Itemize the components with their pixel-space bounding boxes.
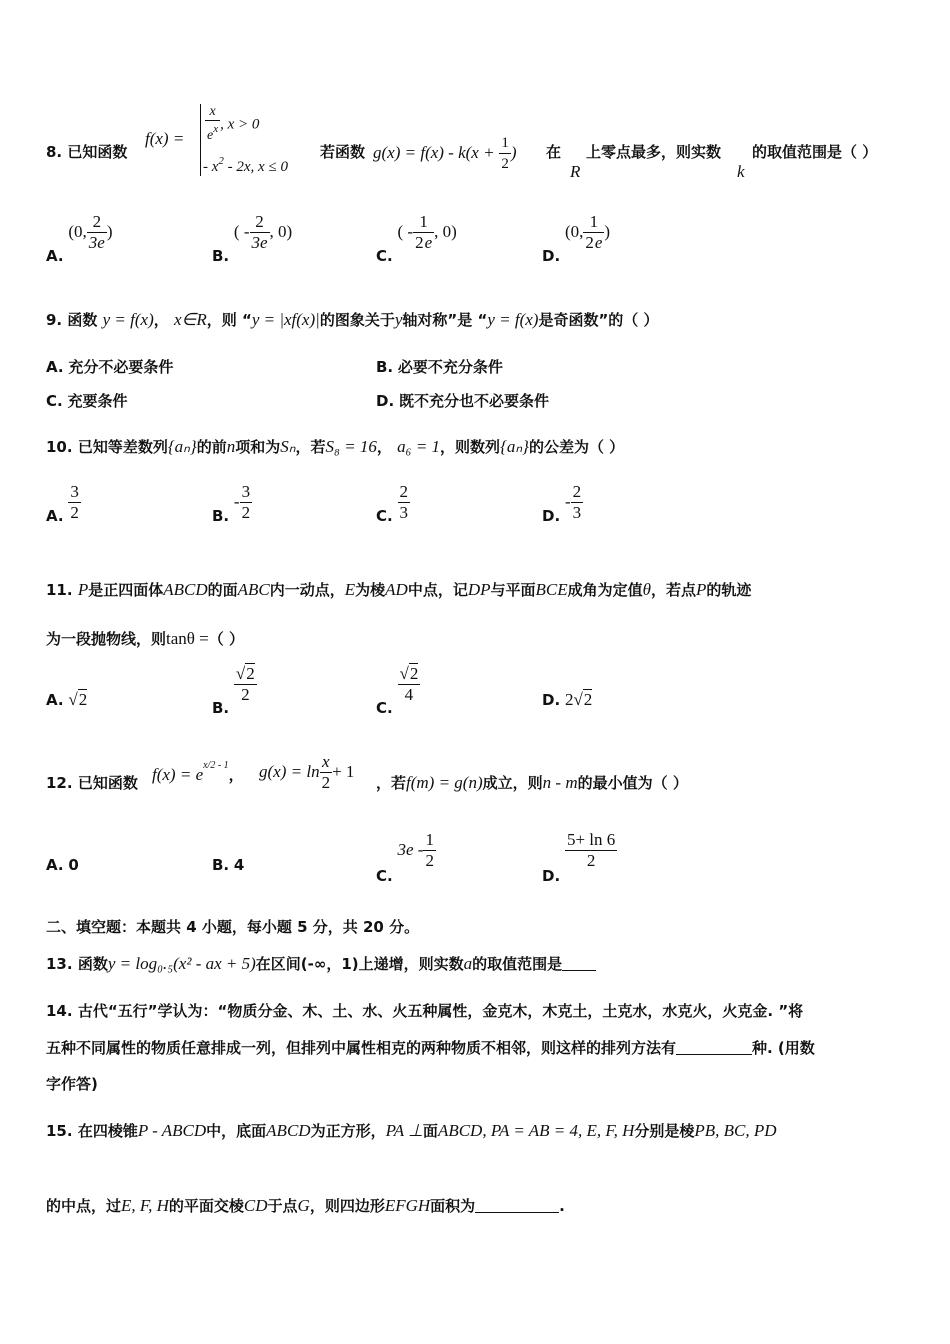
q12-f-expr: $f(x) = e^{x/2 - 1}$，: [152, 760, 244, 784]
q8-fx-text: [0, 0, 1, 1]
q10-number: 10.: [46, 438, 73, 456]
q11-abcd: ABCD: [163, 580, 208, 599]
option-label: A.: [46, 358, 64, 376]
q15-number: 15.: [46, 1122, 73, 1140]
q11-option-b[interactable]: B. $\frac{√2}{2}$: [212, 664, 255, 717]
option-label: A.: [46, 507, 64, 525]
q14-text-2: 五种不同属性的物质任意排成一列，但排列中属性相克的两种物质不相邻，则这样的排列方法有: [46, 1039, 677, 1057]
q10-text-2: 的前: [196, 438, 227, 456]
option-label: A.: [46, 856, 64, 874]
q15-base: ABCD: [266, 1121, 311, 1140]
q10-option-b[interactable]: B. - $\frac{3}{2}$: [212, 482, 251, 525]
q11-number: 11.: [46, 581, 73, 599]
q13-text-1: 函数: [77, 955, 108, 973]
q11-tan: tanθ =: [166, 629, 209, 648]
option-text: 充分不必要条件: [68, 358, 174, 376]
q14-text-1: 古代“五行”学认为：“物质分金、木、土、水、火五种属性，金克木，木克土，土克水，水克火，火克金. ”将: [77, 1002, 804, 1020]
q10-text-4: ，若: [295, 438, 326, 456]
q8-option-b[interactable]: B. ( - $\frac{2}{3e}$ , 0): [212, 212, 293, 265]
q14-line-3: 字作答): [46, 1075, 98, 1093]
q11-dp: DP: [467, 580, 491, 599]
q11-text-5: 中点，记: [407, 581, 468, 599]
q12-number: 12.: [46, 774, 73, 792]
option-label: B.: [212, 856, 230, 874]
q10-sequence-2: {aₙ}: [500, 437, 529, 456]
option-text: 充要条件: [67, 392, 128, 410]
q12-text-1: 已知函数: [77, 774, 138, 792]
q8-option-d[interactable]: D. (0, $\frac{1}{2e}$ ): [542, 212, 611, 265]
option-label: A.: [46, 691, 64, 709]
q8-case2: - $x^2 - 2x$, x ≤ 0: [203, 155, 288, 175]
q14-answer-blank[interactable]: [676, 1040, 752, 1055]
q8-text-2: 若函数: [320, 143, 366, 161]
q11-theta: θ: [642, 580, 652, 599]
q8-line: [46, 141, 127, 162]
q11-bce: BCE: [535, 580, 568, 599]
q15-answer-blank[interactable]: [475, 1198, 559, 1213]
q11-text-11: （ ）: [208, 630, 244, 648]
option-value: 0: [68, 856, 79, 874]
q15-text-1: 在四棱锥: [77, 1122, 138, 1140]
q14-text-3: 种. (用数: [752, 1039, 815, 1057]
q10-text-1: 已知等差数列: [77, 438, 168, 456]
q9-y: y: [394, 310, 403, 329]
option-label: B.: [212, 699, 230, 717]
q9-line: 9. 函数 y = f(x)， x∈R，则 “y = |xf(x)|的图象关于y轴对称”是 “y = f(x)是奇函数”的（ ）: [46, 310, 659, 329]
q12-text-4: 的最小值为（ ）: [577, 774, 688, 792]
q9-option-b[interactable]: [376, 356, 503, 377]
option-label: C.: [376, 507, 393, 525]
option-label: D.: [376, 392, 395, 410]
q10-option-d[interactable]: D. - $\frac{2}{3}$: [542, 482, 582, 525]
q15-cd: CD: [243, 1196, 268, 1215]
q10-line: 10. 已知等差数列{aₙ}的前n项和为Sₙ，若S₈ = 16， a₆ = 1，则数列{aₙ}的公差为（ ）: [46, 437, 625, 456]
q15-edges: PB, BC, PD: [694, 1121, 777, 1140]
q13-text-2: 在区间(-∞，1)上递增，则实数: [255, 955, 464, 973]
q8-R: R: [570, 162, 581, 181]
q12-n-minus-m: n - m: [542, 773, 578, 792]
q10-n: n: [226, 437, 236, 456]
q9-expr-2: x∈R: [173, 310, 207, 329]
option-label: C.: [376, 699, 393, 717]
q11-line-1: [46, 579, 751, 600]
q15-line-1: [46, 1120, 777, 1141]
q13-text-3: 的取值范围是: [472, 955, 563, 973]
option-label: D.: [542, 507, 561, 525]
q11-text-2: 的面: [207, 581, 238, 599]
option-label: B.: [212, 247, 230, 265]
q15-line-2: 的中点，过E, F, H的平面交棱CD于点G，则四边形EFGH面积为 .: [46, 1196, 565, 1215]
q10-sn: Sₙ: [280, 437, 296, 456]
q12-text-3: 成立，则: [482, 774, 543, 792]
option-text: 必要不充分条件: [397, 358, 503, 376]
q9-text-2: ，则 “: [206, 311, 252, 329]
q11-p: P: [77, 580, 89, 599]
q12-line: [46, 772, 138, 793]
q9-expr-1: y = f(x): [102, 310, 154, 329]
q14-number: 14.: [46, 1002, 73, 1020]
q11-p-2: P: [696, 580, 707, 599]
q12-text-2: ，若: [376, 774, 407, 792]
option-label: C.: [376, 247, 393, 265]
q15-text-9: ，则四边形: [309, 1197, 385, 1215]
q9-text-1: 函数: [67, 311, 98, 329]
q15-text-8: 于点: [267, 1197, 298, 1215]
q13-line: [46, 953, 596, 974]
q12-line-b: [376, 772, 688, 793]
q9-text-4: 轴对称”是 “: [402, 311, 488, 329]
q15-efgh: EFGH: [384, 1196, 431, 1215]
q15-text-2: 中，底面: [206, 1122, 267, 1140]
q13-number: 13.: [46, 955, 73, 973]
option-label: C.: [46, 392, 63, 410]
q10-text-5: ，则数列: [440, 438, 501, 456]
q12-option-a[interactable]: [46, 856, 79, 874]
q15-pa: PA ⊥: [385, 1121, 423, 1140]
option-label: A.: [46, 247, 64, 265]
q11-text-9: 的轨迹: [706, 581, 752, 599]
option-value: 4: [233, 856, 245, 874]
q8-option-c[interactable]: C. ( - $\frac{1}{2e}$ , 0): [376, 212, 457, 265]
q10-text-6: 的公差为（ ）: [528, 438, 625, 456]
q15-efh: E, F, H: [121, 1196, 169, 1215]
q14-line-2: [46, 1037, 815, 1058]
option-text: 既不充分也不必要条件: [398, 392, 549, 410]
q15-text-10: 面积为: [430, 1197, 476, 1215]
q10-option-c[interactable]: C. $\frac{2}{3}$: [376, 482, 408, 525]
section-title: 二、填空题：本题共 4 小题，每小题 5 分，共 20 分。: [46, 918, 420, 936]
q9-option-a[interactable]: [46, 356, 173, 377]
q8-f-lhs: f(x) =: [145, 129, 185, 148]
q9-option-d[interactable]: [376, 390, 549, 411]
q9-number: 9.: [46, 311, 63, 329]
q8-option-a[interactable]: A. (0, $\frac{2}{3e}$ ): [46, 212, 113, 265]
q9-text-3: 的图象关于: [319, 311, 395, 329]
q12-condition: f(m) = g(n): [406, 773, 483, 792]
q12-g-expr: g(x) = ln $\frac{x}{2}$ + 1: [259, 752, 355, 792]
q9-option-c[interactable]: [46, 390, 128, 411]
q9-text-5: 是奇函数”的（ ）: [538, 311, 659, 329]
q8-text-5: 的取值范围是（ ）: [752, 143, 878, 161]
option-label: C.: [376, 867, 393, 885]
q11-text-4: 为棱: [355, 581, 386, 599]
q9-expr-3: y = |xf(x)|: [251, 310, 320, 329]
q15-text-7: 的平面交棱: [168, 1197, 244, 1215]
q15-text-4: 面: [422, 1122, 438, 1140]
option-label: D.: [542, 247, 561, 265]
q11-e: E: [344, 580, 356, 599]
q10-option-a[interactable]: A. $\frac{3}{2}$: [46, 482, 79, 525]
q8-text-3: 在: [546, 143, 562, 161]
q15-condition: ABCD, PA = AB = 4, E, F, H: [437, 1121, 635, 1140]
option-label: D.: [542, 691, 561, 709]
q11-ad: AD: [385, 580, 408, 599]
q8-number: 8.: [46, 143, 63, 161]
q11-option-d[interactable]: D. 2√2: [542, 690, 593, 709]
q11-text-8: ，若点: [651, 581, 697, 599]
q15-pyramid: P - ABCD: [137, 1121, 207, 1140]
q8-case1: $\frac{x}{e^x}$ , x > 0: [207, 104, 260, 143]
q11-option-a[interactable]: A. √2: [46, 690, 88, 709]
q13-expr: y = log₀.₅(x² - ax + 5): [107, 954, 256, 973]
q8-g-expr: g(x) = f(x) - k(x + $\frac{1}{2}$ ): [373, 135, 517, 172]
q14-line-1: [46, 1000, 803, 1021]
q8-k: k: [737, 162, 745, 181]
option-label: D.: [542, 867, 561, 885]
q11-abc: ABC: [237, 580, 270, 599]
q11-line-2: [46, 628, 244, 649]
q15-text-3: 为正方形，: [310, 1122, 386, 1140]
q11-text-6: 与平面: [490, 581, 536, 599]
q8-brace: [200, 104, 201, 176]
q12-option-b[interactable]: [212, 856, 244, 874]
q12-option-d[interactable]: D. $\frac{5+ \ln 6}{2}$: [542, 830, 616, 885]
q10-a6: a₆ = 1: [397, 437, 441, 456]
q10-sequence: {aₙ}: [167, 437, 197, 456]
q13-a: a: [463, 954, 473, 973]
q13-answer-blank[interactable]: [562, 956, 596, 971]
q11-text-1: 是正四面体: [88, 581, 164, 599]
q11-text-7: 成角为定值: [567, 581, 643, 599]
q10-s8: S₈ = 16: [325, 437, 377, 456]
q8-text-1: 已知函数: [67, 143, 128, 161]
q15-g: G: [297, 1196, 310, 1215]
q11-option-c[interactable]: C. $\frac{√2}{4}$: [376, 664, 419, 717]
q15-text-6: 的中点，过: [46, 1197, 122, 1215]
q11-text-10: 为一段抛物线，则: [46, 630, 167, 648]
option-label: B.: [212, 507, 230, 525]
option-label: B.: [376, 358, 394, 376]
q15-text-5: 分别是棱: [634, 1122, 695, 1140]
q12-option-c[interactable]: C. 3e - $\frac{1}{2}$: [376, 830, 434, 885]
q8-text-4: 上零点最多，则实数: [586, 143, 722, 161]
q9-expr-4: y = f(x): [487, 310, 539, 329]
q10-text-3: 项和为: [235, 438, 281, 456]
q11-text-3: 内一动点，: [269, 581, 345, 599]
